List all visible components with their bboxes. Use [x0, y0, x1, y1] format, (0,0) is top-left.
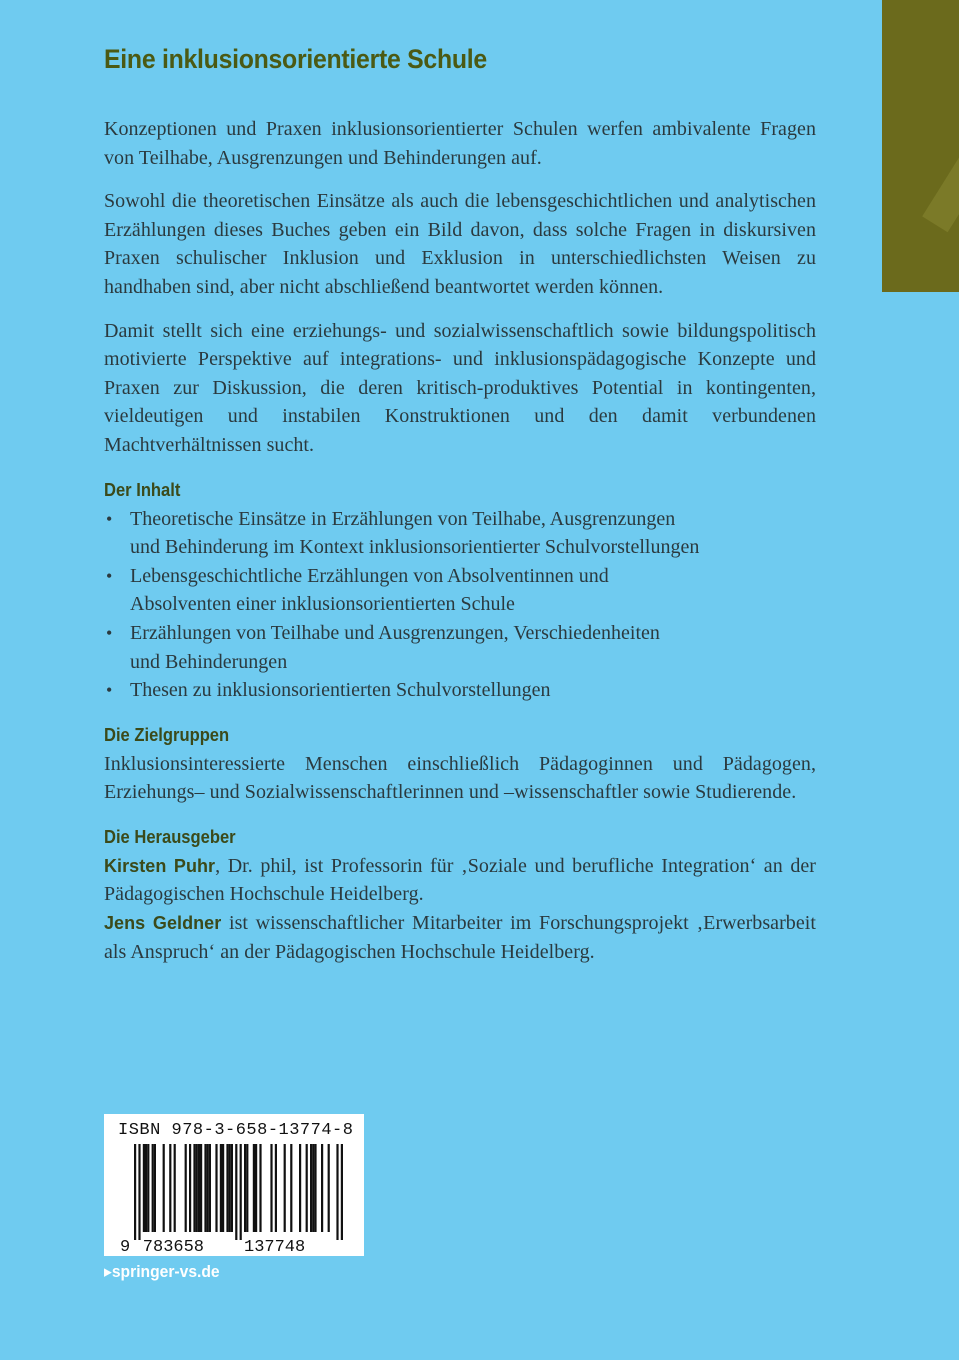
- barcode-bar: [328, 1144, 330, 1232]
- barcode-bar: [163, 1144, 165, 1232]
- barcode-bar: [259, 1144, 261, 1232]
- barcode-bar: [209, 1144, 211, 1232]
- editor-bio: ist wissenschaftlicher Mitarbeiter im Forschungsprojekt ‚Erwerbsarbeit als Anspruch‘ an der Pädagogischen Hochschule Heidelberg.: [104, 912, 816, 963]
- barcode-bar: [341, 1144, 343, 1240]
- bullet-icon: •: [106, 622, 113, 643]
- barcode-bar: [306, 1144, 308, 1232]
- target-groups-text: Inklusionsinteressierte Menschen einschließlich Pädagoginnen und Pädagogen, Erziehungs– und Sozialwissenschaftlerinnen und –wissenschaftler sowie Studierende.: [104, 752, 816, 804]
- barcode-bar: [321, 1144, 323, 1232]
- list-item: [104, 505, 816, 562]
- editor-entry: [104, 852, 816, 909]
- list-item: [104, 562, 816, 619]
- list-item-line-2: und Behinderungen: [130, 650, 288, 673]
- isbn-label: ISBN 978-3-658-13774-8: [118, 1121, 354, 1140]
- barcode-bar: [275, 1144, 277, 1232]
- barcode-bar: [240, 1144, 242, 1240]
- publisher-link[interactable]: ▸springer-vs.de: [104, 1262, 220, 1281]
- barcode-bar: [220, 1144, 222, 1232]
- barcode-bar: [185, 1144, 187, 1232]
- target-groups-heading: Die Zielgruppen: [104, 724, 230, 745]
- barcode-bar: [310, 1144, 312, 1232]
- barcode-bar: [284, 1144, 286, 1232]
- contents-heading: Der Inhalt: [104, 479, 181, 500]
- barcode-bar: [147, 1144, 149, 1232]
- bullet-icon: •: [106, 508, 113, 529]
- barcode-bar: [143, 1144, 145, 1232]
- barcode-bar: [152, 1144, 154, 1232]
- book-title: Eine inklusionsorientierte Schule: [104, 44, 487, 74]
- intro-paragraph-3: Damit stellt sich eine erziehungs- und sozialwissenschaftlich sowie bildungspolitisch motivierte Perspektive auf integrations- und inklusionspädagogische Konzepte und Praxen zur Diskussion, die deren kritisch-produktives Potential in kontingenten, vieldeutigen und instabilen Konstruktionen und den damit verbundenen Machtverhältnissen sucht.: [104, 319, 816, 456]
- barcode-bar: [222, 1144, 224, 1232]
- barcode-bar: [270, 1144, 272, 1232]
- barcode-bar: [255, 1144, 257, 1232]
- barcode-digits: 783658: [142, 1238, 205, 1256]
- barcode-bar: [215, 1144, 217, 1232]
- list-item: [104, 619, 816, 676]
- contents-list: [104, 505, 816, 705]
- barcode-bar: [204, 1144, 206, 1232]
- barcode-bar: [193, 1144, 195, 1232]
- barcode-bar: [312, 1144, 314, 1232]
- barcode-bar: [174, 1144, 176, 1232]
- editors-heading: Die Herausgeber: [104, 826, 236, 847]
- barcode-bar: [336, 1144, 338, 1240]
- barcode-bar: [145, 1144, 147, 1232]
- barcode-bar: [138, 1144, 140, 1240]
- barcode-bar: [200, 1144, 202, 1232]
- barcode-bar: [198, 1144, 200, 1232]
- list-item: [104, 676, 816, 705]
- list-item-line-2: und Behinderung im Kontext inklusionsorientierter Schulvorstellungen: [130, 536, 700, 559]
- corner-color-band: [882, 0, 959, 292]
- editor-name: Kirsten Puhr: [104, 855, 216, 876]
- back-cover-text: [104, 44, 816, 981]
- barcode-bar: [244, 1144, 246, 1232]
- editor-entry: [104, 909, 816, 966]
- isbn-barcode: [104, 1114, 364, 1256]
- list-item-line-1: Erzählungen von Teilhabe und Ausgrenzungen, Verschiedenheiten: [130, 621, 660, 644]
- barcode-bar: [235, 1144, 237, 1240]
- barcode-bar: [207, 1144, 209, 1232]
- barcode-bar: [299, 1144, 301, 1232]
- barcode-bar: [246, 1144, 248, 1232]
- barcode-bar: [253, 1144, 255, 1232]
- bullet-icon: •: [106, 680, 113, 701]
- barcode-bar: [196, 1144, 198, 1232]
- barcode-bar: [134, 1144, 136, 1240]
- editor-name: Jens Geldner: [104, 913, 222, 934]
- barcode-digits: 137748: [244, 1238, 306, 1256]
- barcode-bar: [290, 1144, 292, 1232]
- list-item-line-1: Lebensgeschichtliche Erzählungen von Absolventinnen und: [130, 564, 609, 587]
- barcode-bar: [229, 1144, 231, 1232]
- barcode-bar: [314, 1144, 316, 1232]
- list-item-line-1: Thesen zu inklusionsorientierten Schulvorstellungen: [130, 679, 551, 702]
- list-item-line-2: Absolventen einer inklusionsorientierten Schule: [130, 593, 515, 616]
- editor-bio: , Dr. phil, ist Professorin für ‚Soziale und berufliche Integration‘ an der Pädagogischen Hochschule Heidelberg.: [104, 854, 817, 906]
- intro-paragraph-1: Konzeptionen und Praxen inklusionsorientierter Schulen werfen ambivalente Fragen von Teilhabe, Ausgrenzungen und Behinderungen auf.: [104, 118, 816, 169]
- barcode-bar: [231, 1144, 233, 1232]
- barcode-digits: 9: [120, 1238, 131, 1256]
- barcode-bar: [226, 1144, 228, 1232]
- corner-stripe: [922, 98, 959, 233]
- barcode-bar: [154, 1144, 156, 1232]
- intro-paragraph-2: Sowohl die theoretischen Einsätze als auch die lebensgeschichtlichen und analytischen Erzählungen dieses Buches geben ein Bild davon, dass solche Fragen in diskursiven Praxen schulischer Inklusion und Exklusion in unterschiedlichsten Weisen zu handhaben sind, aber nicht abschließend beantwortet werden können.: [104, 190, 816, 298]
- barcode-bar: [189, 1144, 191, 1232]
- list-item-line-1: Theoretische Einsätze in Erzählungen von Teilhabe, Ausgrenzungen: [130, 507, 676, 530]
- bullet-icon: •: [106, 565, 113, 586]
- barcode-bar: [169, 1144, 171, 1232]
